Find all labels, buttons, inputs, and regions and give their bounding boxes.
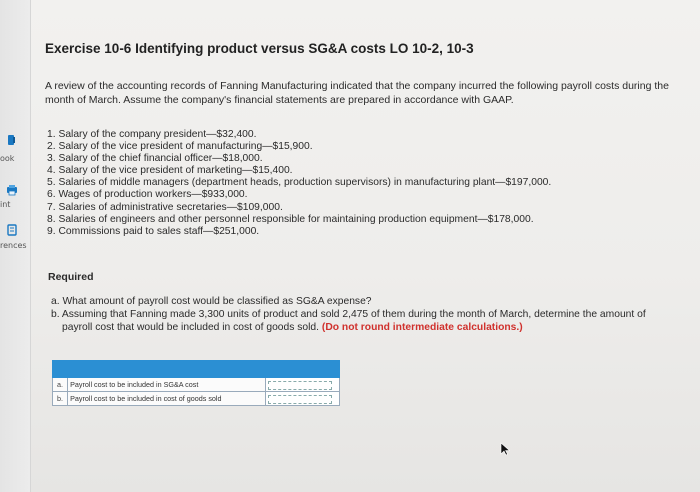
cogs-cost-cell xyxy=(266,392,340,406)
required-heading: Required xyxy=(48,271,94,283)
cogs-cost-input[interactable] xyxy=(268,395,332,404)
mouse-cursor-icon xyxy=(500,442,510,456)
list-item: 1. Salary of the company president—$32,400. xyxy=(47,129,257,140)
table-row xyxy=(53,392,340,406)
question-b xyxy=(51,308,691,334)
sidebar-item-label: int xyxy=(0,200,11,209)
answer-table-header-cell xyxy=(53,361,340,378)
exercise-intro: A review of the accounting records of Fanning Manufacturing indicated that the company incurred the following payroll costs during the month of March. Assume the company's financial statements are prepared in accordance with GAAP. xyxy=(45,80,669,106)
table-row xyxy=(53,378,340,392)
question-b-line2 xyxy=(51,321,691,334)
exercise-title: Exercise 10-6 Identifying product versus SG&A costs LO 10-2, 10-3 xyxy=(45,41,474,56)
answer-table xyxy=(52,360,340,406)
references-icon xyxy=(6,224,18,236)
question-a: a. What amount of payroll cost would be classified as SG&A expense? xyxy=(51,296,372,307)
list-item: 2. Salary of the vice president of manufacturing—$15,900. xyxy=(47,141,313,153)
question-b-text: payroll cost that would be included in cost of goods sold. xyxy=(62,322,320,333)
row-label: Payroll cost to be included in cost of goods sold xyxy=(68,392,266,406)
sidebar-item-label: rences xyxy=(0,241,27,250)
row-letter: a. xyxy=(53,378,68,392)
sga-cost-input[interactable] xyxy=(268,381,332,390)
rounding-note: (Do not round intermediate calculations.) xyxy=(321,322,523,333)
list-item: 9. Commissions paid to sales staff—$251,000. xyxy=(47,225,260,237)
book-icon xyxy=(6,134,18,146)
list-item: 6. Wages of production workers—$933,000. xyxy=(47,189,248,201)
list-item: 8. Salaries of engineers and other personnel responsible for maintaining production equipment—$178,000. xyxy=(47,213,534,225)
row-letter: b. xyxy=(53,392,68,406)
row-label: Payroll cost to be included in SG&A cost xyxy=(68,378,266,392)
list-item: 5. Salaries of middle managers (department heads, production supervisors) in manufacturing plant—$197,000. xyxy=(47,177,552,189)
sidebar-item-label: ook xyxy=(0,154,15,163)
question-b-line1: b. Assuming that Fanning made 3,300 units of product and sold 2,475 of them during the month of March, determine the amount of xyxy=(51,309,646,320)
list-item: 3. Salary of the chief financial officer—$18,000. xyxy=(47,153,263,165)
side-toolbar xyxy=(0,0,31,492)
list-item: 7. Salaries of administrative secretaries—$109,000. xyxy=(47,201,283,213)
list-item: 4. Salary of the vice president of marketing—$15,400. xyxy=(47,165,293,177)
answer-table-header xyxy=(53,361,340,378)
payroll-cost-list xyxy=(47,129,687,238)
print-icon xyxy=(6,184,18,196)
sga-cost-cell xyxy=(266,378,340,392)
